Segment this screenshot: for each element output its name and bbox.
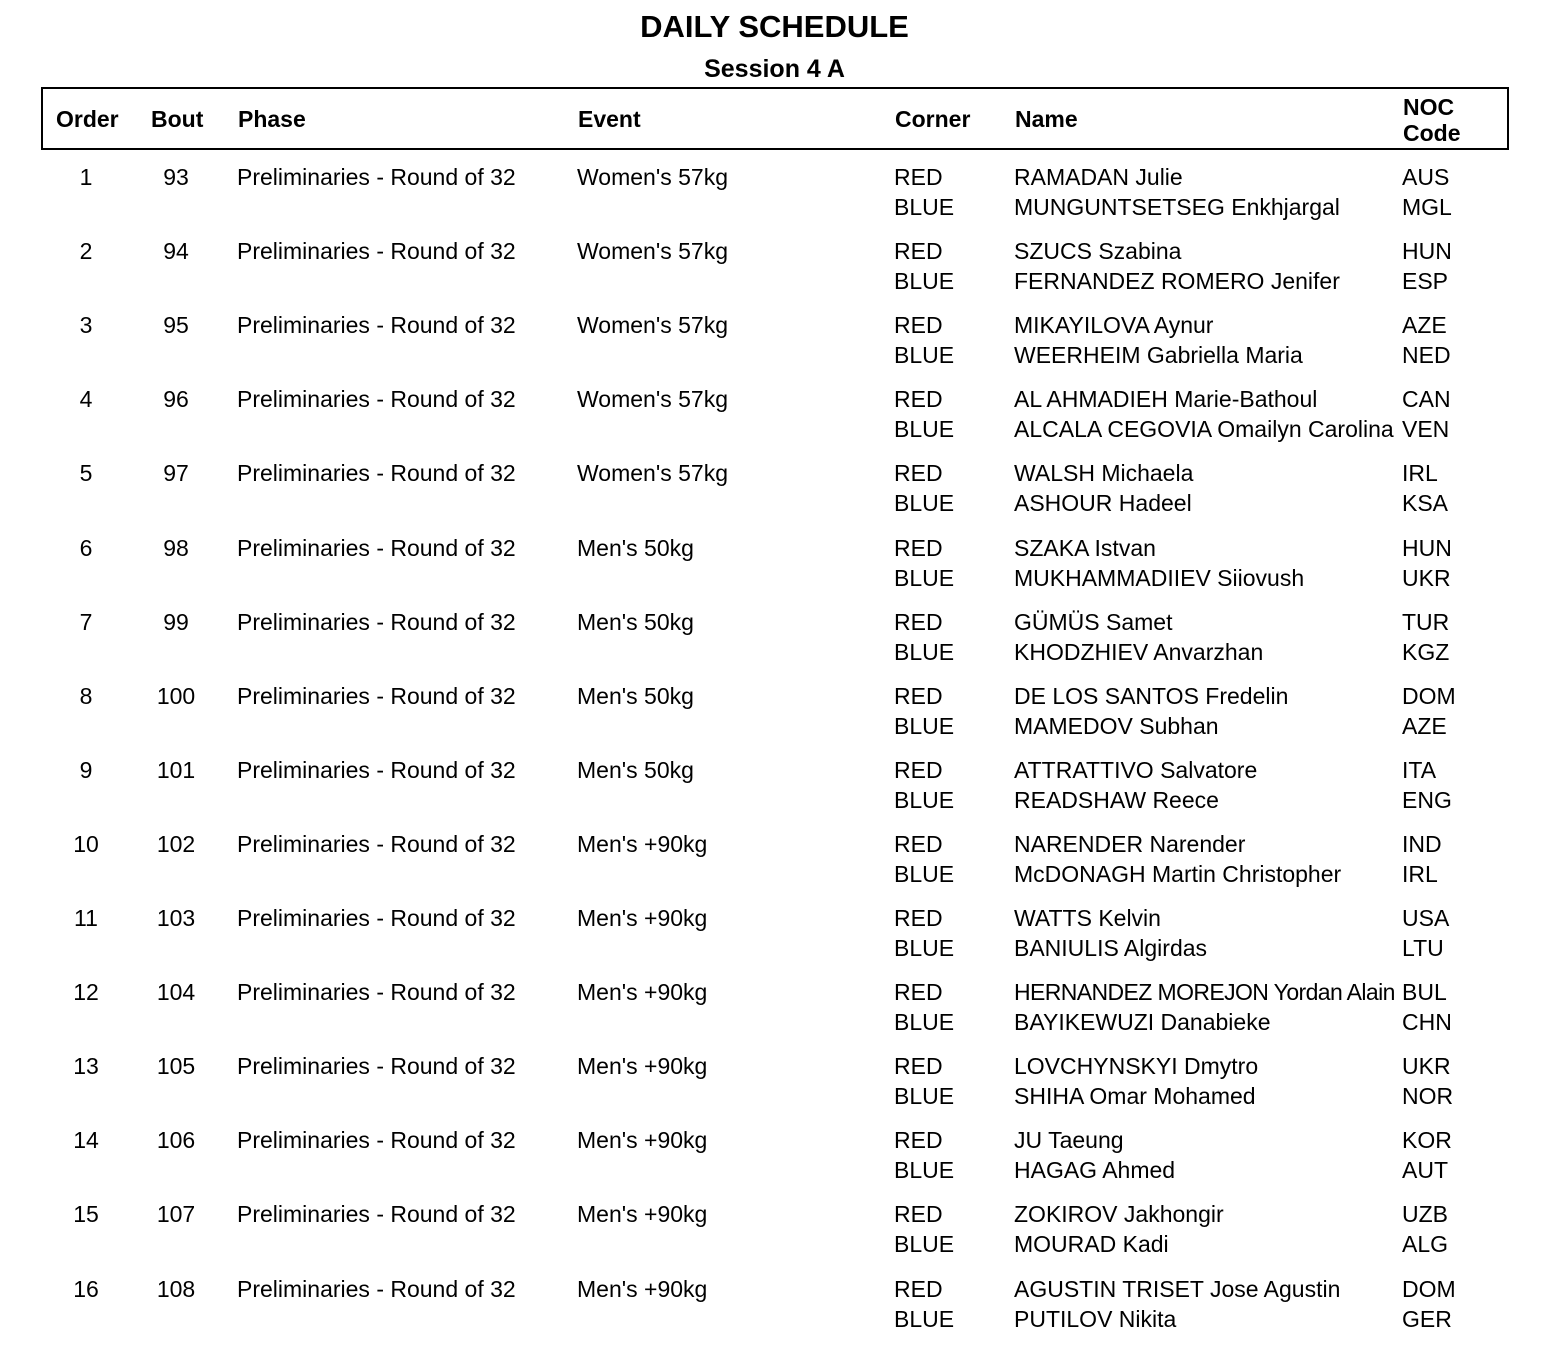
name-blue-cell: SHIHA Omar Mohamed	[1014, 1083, 1256, 1110]
bout-cell: 103	[156, 905, 196, 931]
header-bout: Bout	[151, 106, 204, 132]
corner-blue-cell: BLUE	[894, 1009, 955, 1036]
table-row	[0, 903, 1556, 963]
noc-blue-cell: KGZ	[1402, 638, 1450, 665]
noc-red-cell: CAN	[1402, 386, 1451, 413]
table-row	[0, 1274, 1556, 1334]
page-title: DAILY SCHEDULE	[640, 9, 909, 44]
event-cell: Women's 57kg	[577, 386, 728, 413]
corner-blue-cell: BLUE	[894, 194, 955, 220]
name-red-cell: ZOKIROV Jakhongir	[1014, 1201, 1224, 1228]
order-cell: 11	[74, 905, 98, 931]
event-cell: Men's 50kg	[577, 608, 694, 635]
bout-cell: 106	[156, 1127, 196, 1154]
phase-cell: Preliminaries - Round of 32	[237, 386, 516, 413]
noc-blue-cell: NED	[1402, 342, 1451, 369]
noc-blue-cell: MGL	[1402, 194, 1452, 220]
corner-red-cell: RED	[894, 905, 943, 931]
noc-red-cell: AUS	[1402, 164, 1450, 190]
noc-blue-cell: AUT	[1402, 1157, 1448, 1184]
name-blue-cell: FERNANDEZ ROMERO Jenifer	[1014, 268, 1340, 295]
corner-blue-cell: BLUE	[894, 1231, 955, 1258]
event-cell: Women's 57kg	[577, 312, 728, 339]
noc-red-cell: UKR	[1402, 1053, 1451, 1080]
noc-red-cell: IRL	[1402, 460, 1438, 487]
noc-blue-cell: IRL	[1402, 860, 1438, 887]
corner-red-cell: RED	[894, 608, 943, 635]
name-red-cell: DE LOS SANTOS Fredelin	[1014, 682, 1289, 709]
order-cell: 3	[79, 312, 93, 339]
bout-cell: 95	[163, 312, 189, 339]
event-cell: Men's 50kg	[577, 756, 694, 783]
bout-cell: 101	[156, 756, 196, 783]
phase-cell: Preliminaries - Round of 32	[237, 460, 516, 487]
phase-cell: Preliminaries - Round of 32	[237, 1053, 516, 1080]
corner-red-cell: RED	[894, 1275, 943, 1302]
order-cell: 8	[79, 682, 93, 709]
header-corner: Corner	[895, 106, 971, 132]
bout-cell: 102	[156, 830, 196, 857]
bout-cell: 94	[163, 238, 189, 265]
table-row	[0, 236, 1556, 296]
event-cell: Women's 57kg	[577, 164, 728, 190]
corner-red-cell: RED	[894, 756, 943, 783]
noc-red-cell: DOM	[1402, 682, 1456, 709]
corner-red-cell: RED	[894, 534, 943, 561]
phase-cell: Preliminaries - Round of 32	[237, 1275, 516, 1302]
phase-cell: Preliminaries - Round of 32	[237, 682, 516, 709]
noc-blue-cell: KSA	[1402, 490, 1449, 517]
table-row	[0, 755, 1556, 815]
corner-blue-cell: BLUE	[894, 1083, 955, 1110]
bout-cell: 98	[163, 534, 189, 561]
header-name: Name	[1015, 106, 1078, 132]
order-cell: 9	[79, 756, 93, 783]
noc-blue-cell: ENG	[1402, 786, 1452, 813]
name-red-cell: WALSH Michaela	[1014, 460, 1194, 487]
name-red-cell: AGUSTIN TRISET Jose Agustin	[1014, 1275, 1341, 1302]
header-phase: Phase	[238, 106, 306, 132]
corner-blue-cell: BLUE	[894, 712, 955, 739]
noc-blue-cell: CHN	[1402, 1009, 1452, 1036]
name-red-cell: MIKAYILOVA Aynur	[1014, 312, 1214, 339]
noc-blue-cell: AZE	[1402, 712, 1447, 739]
bout-cell: 107	[156, 1201, 196, 1228]
noc-red-cell: DOM	[1402, 1275, 1456, 1302]
name-blue-cell: MUNGUNTSETSEG Enkhjargal	[1014, 194, 1340, 220]
name-blue-cell: BAYIKEWUZI Danabieke	[1014, 1009, 1271, 1036]
bout-cell: 104	[156, 979, 196, 1006]
phase-cell: Preliminaries - Round of 32	[237, 905, 516, 931]
corner-blue-cell: BLUE	[894, 490, 955, 517]
table-row	[0, 458, 1556, 518]
event-cell: Men's +90kg	[577, 1127, 708, 1154]
corner-blue-cell: BLUE	[894, 935, 955, 961]
corner-blue-cell: BLUE	[894, 638, 955, 665]
table-row	[0, 829, 1556, 889]
name-red-cell: SZUCS Szabina	[1014, 238, 1182, 265]
corner-red-cell: RED	[894, 1201, 943, 1228]
name-blue-cell: ALCALA CEGOVIA Omailyn Carolina	[1014, 416, 1394, 443]
order-cell: 16	[73, 1275, 99, 1302]
noc-blue-cell: GER	[1402, 1305, 1452, 1332]
noc-red-cell: KOR	[1402, 1127, 1452, 1154]
noc-red-cell: BUL	[1402, 979, 1447, 1006]
corner-red-cell: RED	[894, 312, 943, 339]
name-red-cell: HERNANDEZ MOREJON Yordan Alain	[1014, 979, 1395, 1006]
name-red-cell: NARENDER Narender	[1014, 830, 1246, 857]
noc-red-cell: USA	[1402, 905, 1450, 931]
name-blue-cell: KHODZHIEV Anvarzhan	[1014, 638, 1264, 665]
corner-red-cell: RED	[894, 460, 943, 487]
corner-red-cell: RED	[894, 386, 943, 413]
name-red-cell: SZAKA Istvan	[1014, 534, 1156, 561]
table-header	[41, 87, 1509, 150]
corner-blue-cell: BLUE	[894, 342, 955, 369]
phase-cell: Preliminaries - Round of 32	[237, 756, 516, 783]
event-cell: Men's +90kg	[577, 1053, 708, 1080]
event-cell: Men's +90kg	[577, 979, 708, 1006]
name-blue-cell: MAMEDOV Subhan	[1014, 712, 1219, 739]
table-row	[0, 1125, 1556, 1185]
event-cell: Men's +90kg	[577, 905, 708, 931]
phase-cell: Preliminaries - Round of 32	[237, 534, 516, 561]
event-cell: Men's +90kg	[577, 830, 708, 857]
corner-blue-cell: BLUE	[894, 1305, 955, 1332]
table-row	[0, 607, 1556, 667]
table-row	[0, 977, 1556, 1037]
event-cell: Men's 50kg	[577, 534, 694, 561]
table-row	[0, 1199, 1556, 1259]
table-row	[0, 310, 1556, 370]
bout-cell: 108	[156, 1275, 196, 1302]
name-blue-cell: McDONAGH Martin Christopher	[1014, 860, 1342, 887]
noc-red-cell: AZE	[1402, 312, 1447, 339]
corner-red-cell: RED	[894, 830, 943, 857]
corner-blue-cell: BLUE	[894, 268, 955, 295]
order-cell: 12	[73, 979, 99, 1006]
corner-red-cell: RED	[894, 238, 943, 265]
corner-red-cell: RED	[894, 164, 943, 190]
phase-cell: Preliminaries - Round of 32	[237, 238, 516, 265]
name-red-cell: ATTRATTIVO Salvatore	[1014, 756, 1258, 783]
noc-red-cell: HUN	[1402, 238, 1452, 265]
header-noc-code	[1403, 94, 1461, 146]
bout-cell: 105	[156, 1053, 196, 1080]
phase-cell: Preliminaries - Round of 32	[237, 164, 516, 190]
order-cell: 5	[79, 460, 93, 487]
name-red-cell: AL AHMADIEH Marie-Bathoul	[1014, 386, 1318, 413]
bout-cell: 99	[163, 608, 189, 635]
bout-cell: 100	[156, 682, 196, 709]
order-cell: 10	[73, 830, 99, 857]
table-row	[0, 384, 1556, 444]
name-blue-cell: READSHAW Reece	[1014, 786, 1219, 813]
corner-blue-cell: BLUE	[894, 1157, 955, 1184]
noc-red-cell: UZB	[1402, 1201, 1448, 1228]
corner-red-cell: RED	[894, 979, 943, 1006]
corner-blue-cell: BLUE	[894, 416, 955, 443]
bout-cell: 93	[163, 164, 189, 190]
name-blue-cell: MOURAD Kadi	[1014, 1231, 1169, 1258]
phase-cell: Preliminaries - Round of 32	[237, 1201, 516, 1228]
noc-red-cell: ITA	[1402, 756, 1437, 783]
noc-red-cell: IND	[1402, 830, 1442, 857]
noc-blue-cell: ALG	[1402, 1231, 1449, 1258]
phase-cell: Preliminaries - Round of 32	[237, 1127, 516, 1154]
order-cell: 2	[79, 238, 93, 265]
noc-red-cell: HUN	[1402, 534, 1452, 561]
header-noc-line1: NOC	[1403, 94, 1455, 120]
noc-blue-cell: UKR	[1402, 564, 1451, 591]
noc-red-cell: TUR	[1402, 608, 1450, 635]
corner-red-cell: RED	[894, 1127, 943, 1154]
name-blue-cell: PUTILOV Nikita	[1014, 1305, 1177, 1332]
order-cell: 14	[73, 1127, 99, 1154]
event-cell: Women's 57kg	[577, 460, 728, 487]
noc-blue-cell: VEN	[1402, 416, 1450, 443]
bout-cell: 97	[163, 460, 189, 487]
table-row	[0, 533, 1556, 593]
name-red-cell: RAMADAN Julie	[1014, 164, 1183, 190]
event-cell: Men's +90kg	[577, 1275, 708, 1302]
corner-blue-cell: BLUE	[894, 786, 955, 813]
table-row	[0, 162, 1556, 222]
name-blue-cell: WEERHEIM Gabriella Maria	[1014, 342, 1303, 369]
order-cell: 7	[79, 608, 93, 635]
name-blue-cell: HAGAG Ahmed	[1014, 1157, 1176, 1184]
corner-blue-cell: BLUE	[894, 564, 955, 591]
order-cell: 4	[79, 386, 93, 413]
phase-cell: Preliminaries - Round of 32	[237, 608, 516, 635]
corner-red-cell: RED	[894, 682, 943, 709]
table-row	[0, 681, 1556, 741]
name-red-cell: JU Taeung	[1014, 1127, 1124, 1154]
corner-blue-cell: BLUE	[894, 860, 955, 887]
header-order: Order	[56, 106, 119, 132]
event-cell: Men's +90kg	[577, 1201, 708, 1228]
phase-cell: Preliminaries - Round of 32	[237, 312, 516, 339]
phase-cell: Preliminaries - Round of 32	[237, 830, 516, 857]
table-row	[0, 1051, 1556, 1111]
event-cell: Women's 57kg	[577, 238, 728, 265]
name-blue-cell: ASHOUR Hadeel	[1014, 490, 1192, 517]
phase-cell: Preliminaries - Round of 32	[237, 979, 516, 1006]
order-cell: 13	[73, 1053, 99, 1080]
corner-red-cell: RED	[894, 1053, 943, 1080]
name-red-cell: LOVCHYNSKYI Dmytro	[1014, 1053, 1259, 1080]
bout-cell: 96	[163, 386, 189, 413]
session-subtitle: Session 4 A	[704, 55, 845, 83]
noc-blue-cell: NOR	[1402, 1083, 1454, 1110]
order-cell: 15	[73, 1201, 99, 1228]
event-cell: Men's 50kg	[577, 682, 694, 709]
order-cell: 1	[79, 164, 93, 190]
noc-blue-cell: LTU	[1402, 935, 1444, 961]
order-cell: 6	[79, 534, 93, 561]
header-noc-line2: Code	[1403, 120, 1461, 146]
name-blue-cell: BANIULIS Algirdas	[1014, 935, 1208, 961]
header-event: Event	[578, 106, 641, 132]
name-red-cell: WATTS Kelvin	[1014, 905, 1161, 931]
name-red-cell: GÜMÜS Samet	[1014, 608, 1173, 635]
name-blue-cell: MUKHAMMADIIEV Siiovush	[1014, 564, 1305, 591]
noc-blue-cell: ESP	[1402, 268, 1449, 295]
